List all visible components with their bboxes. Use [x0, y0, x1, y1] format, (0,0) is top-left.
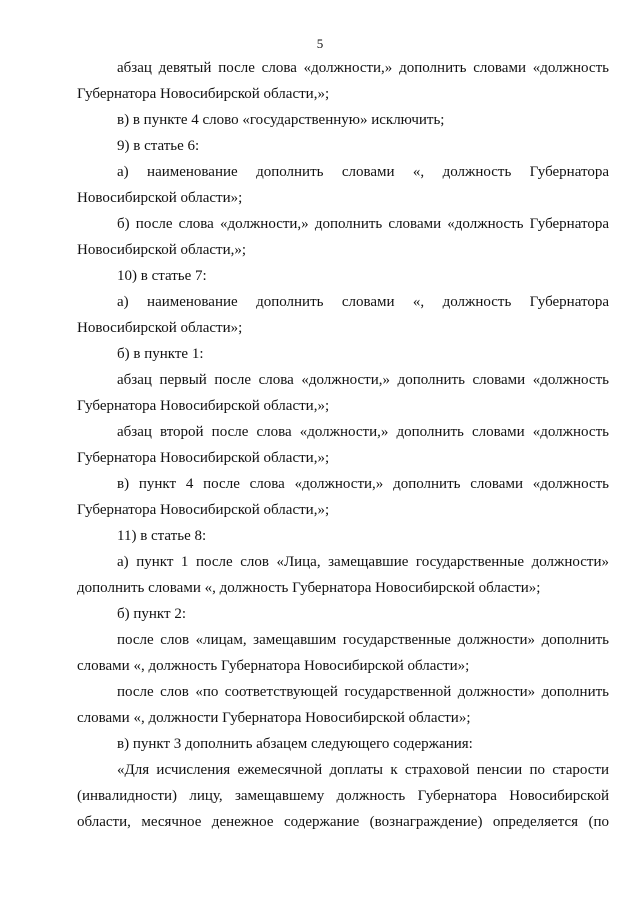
page-number: 5	[316, 36, 324, 51]
document-body	[77, 55, 609, 835]
text-line: б) пункт 2:	[117, 606, 186, 622]
text-line: Новосибирской области»;	[77, 190, 243, 206]
text-line: б) после слова «должности,» дополнить словами «должность Губернатора	[117, 216, 609, 232]
text-line: абзац девятый после слова «должности,» дополнить словами «должность	[117, 60, 609, 76]
text-line: Губернатора Новосибирской области,»;	[77, 398, 330, 414]
text-line: Губернатора Новосибирской области,»;	[77, 502, 330, 518]
text-line: Новосибирской области»;	[77, 320, 243, 336]
text-line: в) пункт 4 после слова «должности,» дополнить словами «должность	[117, 476, 609, 492]
text-line: 10) в статье 7:	[117, 268, 207, 284]
text-line: словами «, должность Губернатора Новосибирской области»;	[77, 658, 470, 674]
text-line: после слов «лицам, замещавшим государственные должности» дополнить	[117, 632, 609, 648]
text-line: дополнить словами «, должность Губернатора Новосибирской области»;	[77, 580, 541, 596]
text-line: области, месячное денежное содержание (вознаграждение) определяется (по	[77, 814, 609, 830]
text-line: Губернатора Новосибирской области,»;	[77, 86, 330, 102]
text-line: (инвалидности) лицу, замещавшему должность Губернатора Новосибирской	[77, 788, 609, 804]
text-line: абзац второй после слова «должности,» дополнить словами «должность	[117, 424, 609, 440]
text-line: б) в пункте 1:	[117, 346, 204, 362]
text-line: в) в пункте 4 слово «государственную» исключить;	[117, 112, 445, 128]
text-line: «Для исчисления ежемесячной доплаты к страховой пенсии по старости	[117, 762, 609, 778]
text-line: а) наименование дополнить словами «, должность Губернатора	[117, 294, 609, 310]
text-line: а) наименование дополнить словами «, должность Губернатора	[117, 164, 609, 180]
text-line: абзац первый после слова «должности,» дополнить словами «должность	[117, 372, 609, 388]
text-line: а) пункт 1 после слов «Лица, замещавшие государственные должности»	[117, 554, 609, 570]
text-line: Новосибирской области,»;	[77, 242, 247, 258]
text-line: Губернатора Новосибирской области,»;	[77, 450, 330, 466]
text-line: после слов «по соответствующей государственной должности» дополнить	[117, 684, 609, 700]
text-line: 11) в статье 8:	[117, 528, 207, 544]
text-line: в) пункт 3 дополнить абзацем следующего содержания:	[117, 736, 473, 752]
text-line: словами «, должности Губернатора Новосибирской области»;	[77, 710, 471, 726]
text-line: 9) в статье 6:	[117, 138, 200, 154]
